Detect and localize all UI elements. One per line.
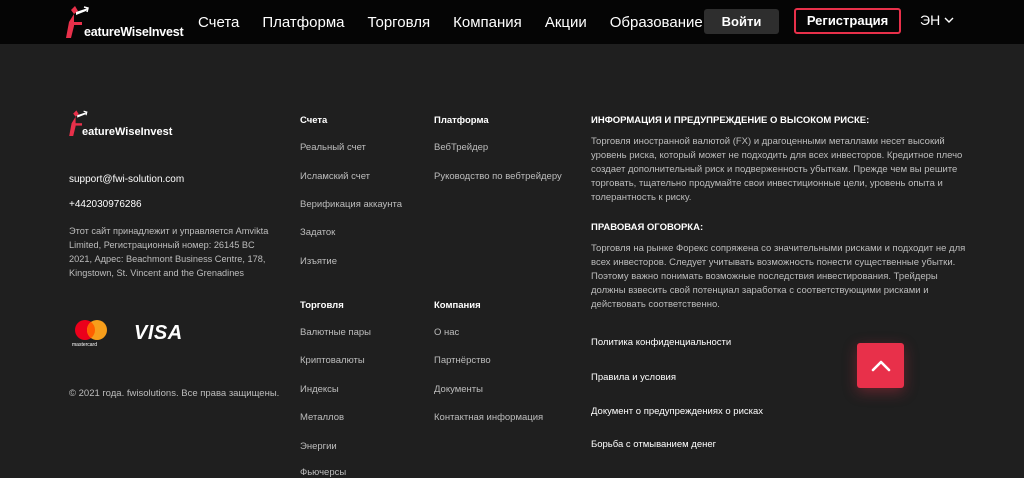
- risk-warning-title: ИНФОРМАЦИЯ И ПРЕДУПРЕЖДЕНИЕ О ВЫСОКОМ РИСКЕ:: [591, 115, 870, 126]
- mastercard-logo: [70, 318, 112, 350]
- footer-link-energies[interactable]: Энергии: [300, 441, 337, 452]
- chevron-down-icon: [944, 17, 954, 24]
- visa-logo: VISA: [134, 322, 183, 344]
- legal-disclaimer-title: ПРАВОВАЯ ОГОВОРКА:: [591, 222, 704, 233]
- footer-link-partnership[interactable]: Партнёрство: [434, 355, 491, 366]
- footer-link-about[interactable]: О нас: [434, 327, 460, 338]
- footer-link-crypto[interactable]: Криптовалюты: [300, 355, 365, 366]
- footer-link-contact[interactable]: Контактная информация: [434, 412, 544, 423]
- phone-link[interactable]: +442030976286: [69, 199, 142, 210]
- footer-logo[interactable]: [66, 106, 176, 142]
- chevron-up-icon: [871, 360, 891, 372]
- nav-item-promotions[interactable]: Акции: [544, 13, 587, 31]
- footer-link-indices[interactable]: Индексы: [300, 384, 339, 395]
- support-email-link[interactable]: support@fwi-solution.com: [69, 174, 185, 185]
- scroll-to-top-button[interactable]: [857, 343, 904, 388]
- login-button[interactable]: Войти: [704, 9, 779, 34]
- column-title-company: Компания: [434, 300, 481, 311]
- anti-money-laundering-link[interactable]: Борьба с отмыванием денег: [591, 439, 717, 450]
- main-nav: [198, 0, 726, 44]
- register-button[interactable]: Регистрация: [794, 8, 901, 34]
- risk-disclosure-link[interactable]: Документ о предупреждениях о рисках: [591, 406, 764, 417]
- nav-item-education[interactable]: Образование: [609, 13, 703, 31]
- footer-link-webtrader-guide[interactable]: Руководство по вебтрейдеру: [434, 171, 562, 182]
- language-label: ЭН: [920, 12, 941, 28]
- footer-link-real-account[interactable]: Реальный счет: [300, 142, 366, 153]
- column-title-trading: Торговля: [300, 300, 344, 311]
- risk-warning-text: Торговля иностранной валютой (FX) и драгоценными металлами несет высокий уровень риска, который может не подходить для всех инвесторов. Кредитное плечо создает дополнительный риск и подверженность убыткам. Прежде чем вы решите торговать, тщательно продумайте свои инвестиционные цели, уровень опыта и толерантность к риску.: [591, 136, 963, 203]
- copyright-text: © 2021 года. fwisolutions. Все права защищены.: [69, 388, 280, 399]
- terms-conditions-link[interactable]: Правила и условия: [591, 372, 676, 383]
- nav-item-trading[interactable]: Торговля: [367, 13, 431, 31]
- footer-link-metals[interactable]: Металлов: [300, 412, 345, 423]
- legal-disclaimer-text: Торговля на рынке Форекс сопряжена со значительными рисками и подходит не для всех инвесторов. Следует учитывать возможность понести существенные убытки. Поэтому важно понимать возможные последствия инвестирования. Трейдеры должны взвесить свой потенциал заработка с соответствующими рисками и действовать соответственно.: [591, 243, 966, 310]
- legal-disclaimer-section: [591, 222, 971, 312]
- nav-item-company[interactable]: Компания: [453, 13, 522, 31]
- footer-column-company: [434, 300, 481, 311]
- site-logo[interactable]: [62, 4, 192, 42]
- footer-link-documents[interactable]: Документы: [434, 384, 483, 395]
- nav-item-platform[interactable]: Платформа: [262, 13, 345, 31]
- mastercard-text: mastercard: [72, 342, 98, 348]
- logo-text: eatureWiseInvest: [84, 25, 184, 39]
- top-navigation-bar: [0, 0, 1024, 44]
- footer-link-verification[interactable]: Верификация аккаунта: [300, 199, 403, 210]
- column-title-accounts: Счета: [300, 115, 328, 126]
- footer-logo-text: eatureWiseInvest: [82, 126, 173, 138]
- footer-link-currency-pairs[interactable]: Валютные пары: [300, 327, 371, 338]
- footer-column-platform: [434, 115, 489, 126]
- column-title-platform: Платформа: [434, 115, 489, 126]
- footer-link-webtrader[interactable]: ВебТрейдер: [434, 142, 489, 153]
- footer-link-deposit[interactable]: Задаток: [300, 227, 336, 238]
- nav-item-accounts[interactable]: Счета: [198, 13, 240, 31]
- language-selector[interactable]: [920, 12, 954, 28]
- footer-column-trading: [300, 300, 344, 311]
- footer-column-accounts: [300, 115, 327, 126]
- footer-link-withdrawal[interactable]: Изъятие: [300, 256, 337, 267]
- privacy-policy-link[interactable]: Политика конфиденциальности: [591, 337, 732, 348]
- footer-link-islamic-account[interactable]: Исламский счет: [300, 171, 371, 182]
- risk-warning-section: [591, 115, 971, 205]
- footer-link-futures[interactable]: Фьючерсы: [300, 467, 347, 478]
- company-info: Этот сайт принадлежит и управляется Amvikta Limited, Регистрационный номер: 26145 BC 2021, Адрес: Beachmont Business Centre, 178, Kingstown, St. Vincent and the Grenadines: [69, 226, 269, 278]
